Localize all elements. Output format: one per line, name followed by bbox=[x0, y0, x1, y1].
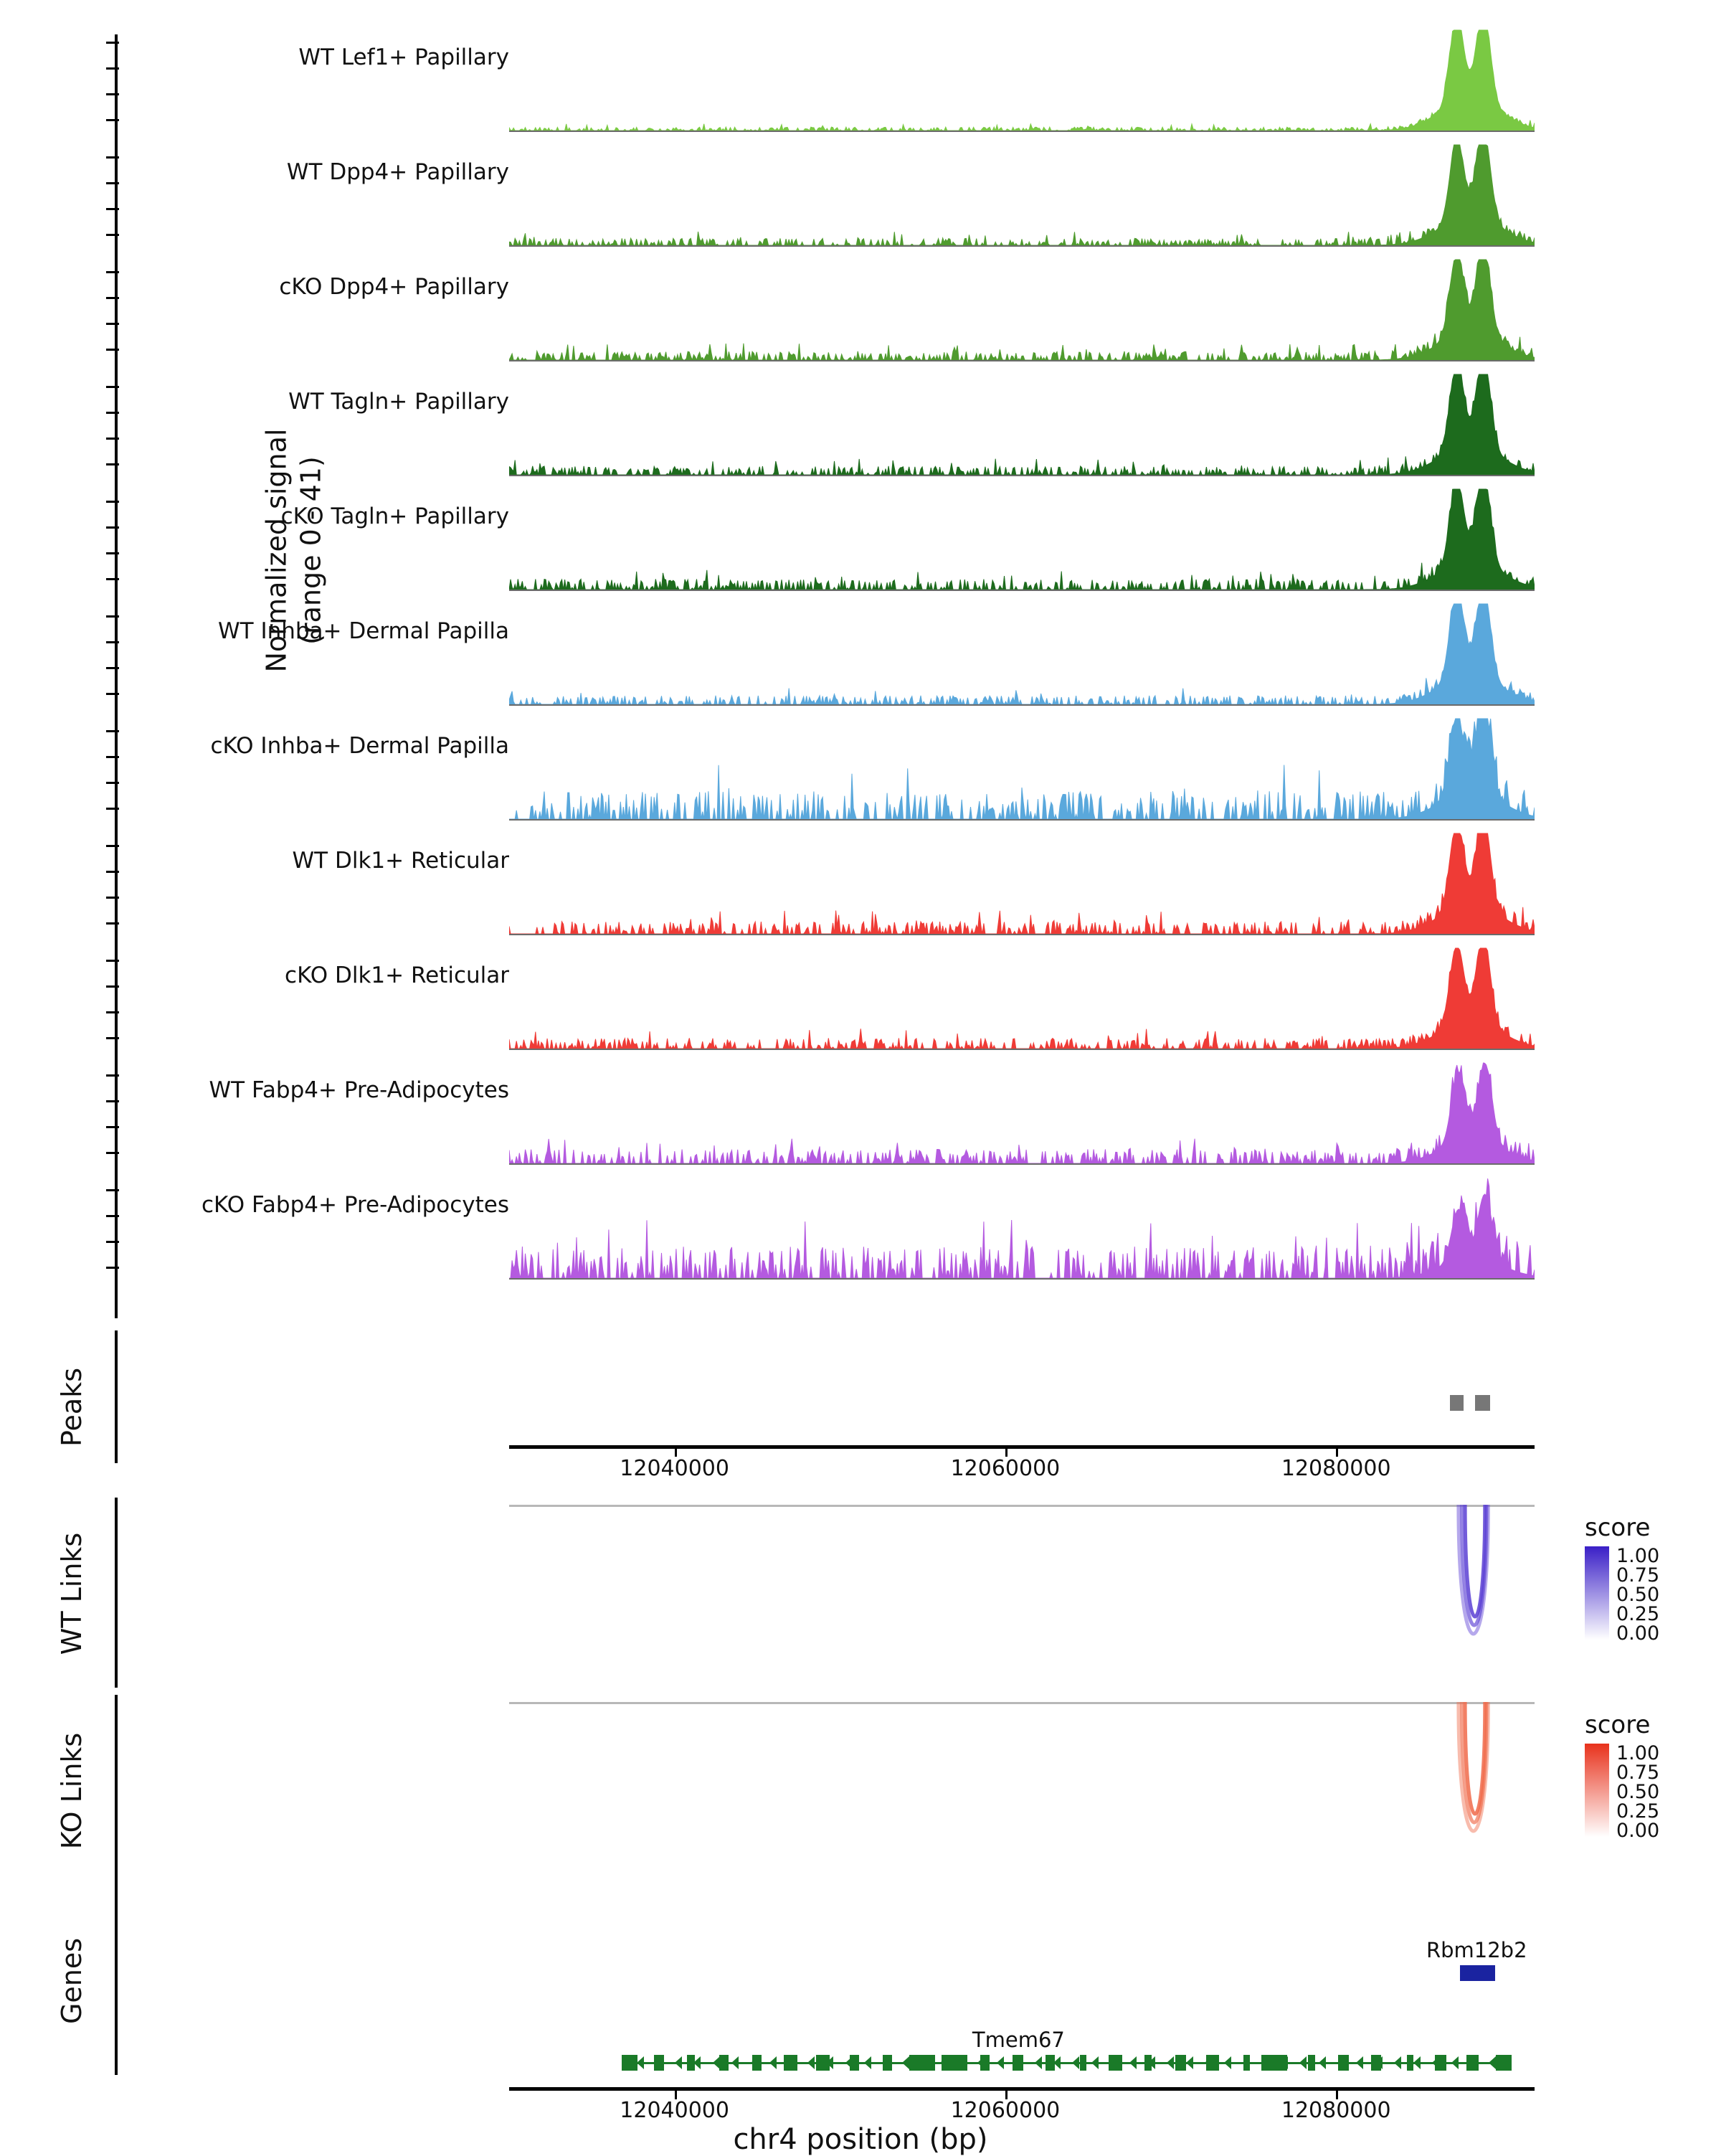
coverage-track-baseline bbox=[509, 1278, 1535, 1280]
coverage-track-label: cKO Dpp4+ Papillary bbox=[279, 274, 509, 300]
strand-arrow-icon bbox=[1299, 2056, 1307, 2069]
genome-axis-tick-label: 12040000 bbox=[620, 2098, 729, 2123]
ko-links-arcs bbox=[509, 1702, 1535, 1881]
strand-arrow-icon bbox=[1091, 2056, 1099, 2069]
coverage-track-baseline bbox=[509, 934, 1535, 935]
coverage-signal bbox=[509, 258, 1535, 373]
strand-arrow-icon bbox=[1035, 2056, 1042, 2069]
gene-exon bbox=[1466, 2055, 1479, 2071]
genes-genome-axis bbox=[509, 2087, 1535, 2091]
coverage-signal bbox=[509, 717, 1535, 832]
coverage-track-baseline bbox=[509, 1049, 1535, 1050]
coverage-axis-tick bbox=[106, 693, 119, 695]
gene-exon bbox=[1407, 2055, 1413, 2071]
peaks-genome-axis bbox=[509, 1445, 1535, 1449]
genome-axis-tick-label: 12060000 bbox=[950, 2098, 1061, 2123]
gene-exon bbox=[1338, 2055, 1349, 2071]
ko-links-legend-ticks bbox=[1616, 1742, 1660, 1842]
strand-arrow-icon bbox=[1129, 2056, 1137, 2069]
coverage-axis-tick bbox=[106, 42, 119, 44]
coverage-axis-tick bbox=[106, 349, 119, 351]
gene-exon bbox=[816, 2055, 829, 2071]
strand-arrow-icon bbox=[769, 2056, 777, 2069]
gene-exon bbox=[1496, 2055, 1512, 2071]
gene-exon bbox=[883, 2055, 892, 2071]
strand-arrow-icon bbox=[997, 2056, 1004, 2069]
coverage-axis-tick bbox=[106, 871, 119, 873]
coverage-track-label: cKO Dlk1+ Reticular bbox=[285, 963, 509, 988]
legend-tick: 0.25 bbox=[1616, 1800, 1660, 1822]
coverage-axis-tick bbox=[106, 412, 119, 414]
coverage-track bbox=[0, 1176, 1721, 1291]
coverage-axis-tick bbox=[106, 93, 119, 95]
coverage-track-label: WT Fabp4+ Pre-Adipocytes bbox=[209, 1077, 509, 1103]
strand-arrow-icon bbox=[1356, 2056, 1363, 2069]
wt-links-legend bbox=[1585, 1513, 1660, 1645]
coverage-track-label: WT Tagln+ Papillary bbox=[288, 389, 509, 415]
coverage-track-baseline bbox=[509, 131, 1535, 132]
legend-tick: 0.00 bbox=[1616, 1622, 1660, 1645]
gene-exon bbox=[980, 2055, 989, 2071]
strand-arrow-icon bbox=[1167, 2056, 1174, 2069]
strand-arrow-icon bbox=[1451, 2056, 1459, 2069]
peak-box bbox=[1475, 1395, 1490, 1411]
coverage-axis-tick bbox=[106, 386, 119, 388]
coverage-axis-tick bbox=[106, 463, 119, 465]
coverage-axis-tick bbox=[106, 438, 119, 440]
y-axis-label-line1: Normalized signal bbox=[260, 428, 293, 673]
wt-links-spine bbox=[115, 1498, 118, 1688]
coverage-axis-tick bbox=[106, 1100, 119, 1102]
genome-axis-tick-label: 12040000 bbox=[620, 1456, 729, 1481]
peaks-spine bbox=[115, 1330, 118, 1463]
gene-exon bbox=[1435, 2055, 1446, 2071]
strand-arrow-icon bbox=[675, 2056, 682, 2069]
coverage-track-baseline bbox=[509, 475, 1535, 476]
coverage-signal bbox=[509, 602, 1535, 717]
legend-tick: 0.50 bbox=[1616, 1584, 1660, 1606]
legend-tick: 0.50 bbox=[1616, 1781, 1660, 1803]
gene-exon bbox=[784, 2055, 797, 2071]
coverage-track bbox=[0, 717, 1721, 832]
gene-exon bbox=[850, 2055, 858, 2071]
coverage-axis-tick bbox=[106, 67, 119, 70]
coverage-track-baseline bbox=[509, 704, 1535, 706]
genome-axis-tick-label: 12060000 bbox=[950, 1456, 1061, 1481]
coverage-track-label: cKO Fabp4+ Pre-Adipocytes bbox=[202, 1192, 509, 1218]
gene-exon bbox=[1109, 2055, 1122, 2071]
coverage-axis-tick bbox=[106, 641, 119, 643]
wt-links-arcs bbox=[509, 1505, 1535, 1684]
ko-links-legend bbox=[1585, 1711, 1660, 1842]
ko-links-legend-title: score bbox=[1585, 1711, 1651, 1739]
coverage-track-label: WT Dpp4+ Papillary bbox=[286, 159, 509, 185]
ko-links-section-label: KO Links bbox=[56, 1732, 87, 1850]
x-axis-title: chr4 position (bp) bbox=[733, 2123, 988, 2156]
coverage-axis-tick bbox=[106, 1011, 119, 1013]
coverage-axis-tick bbox=[106, 615, 119, 618]
gene-exon bbox=[622, 2055, 637, 2071]
strand-arrow-icon bbox=[1072, 2056, 1079, 2069]
coverage-signal bbox=[509, 373, 1535, 488]
coverage-track bbox=[0, 832, 1721, 947]
legend-tick: 0.00 bbox=[1616, 1820, 1660, 1842]
coverage-signal bbox=[509, 29, 1535, 143]
gene-exon bbox=[1371, 2055, 1381, 2071]
coverage-axis-tick bbox=[106, 234, 119, 236]
coverage-axis-tick bbox=[106, 297, 119, 299]
strand-arrow-icon bbox=[1394, 2056, 1401, 2069]
strand-arrow-icon bbox=[1319, 2056, 1326, 2069]
coverage-axis-tick bbox=[106, 1189, 119, 1191]
coverage-track bbox=[0, 373, 1721, 488]
peaks-section-label: Peaks bbox=[56, 1367, 87, 1447]
strand-arrow-icon bbox=[1186, 2056, 1193, 2069]
coverage-track bbox=[0, 947, 1721, 1062]
coverage-axis-tick bbox=[106, 552, 119, 554]
coverage-track-label: cKO Inhba+ Dermal Papilla bbox=[210, 733, 509, 759]
strand-arrow-icon bbox=[731, 2056, 739, 2069]
coverage-axis-tick bbox=[106, 1126, 119, 1128]
strand-arrow-icon bbox=[1224, 2056, 1231, 2069]
coverage-signal bbox=[509, 832, 1535, 947]
coverage-axis-tick bbox=[106, 1152, 119, 1154]
strand-arrow-icon bbox=[902, 2056, 909, 2069]
gene-exon bbox=[687, 2055, 695, 2071]
coverage-track bbox=[0, 258, 1721, 373]
wt-links-legend-title: score bbox=[1585, 1513, 1651, 1542]
coverage-track-baseline bbox=[509, 590, 1535, 591]
ko-links-spine bbox=[115, 1695, 118, 1885]
gene-label: Rbm12b2 bbox=[1426, 1938, 1527, 1962]
gene-exon bbox=[942, 2055, 967, 2071]
coverage-axis-tick bbox=[106, 730, 119, 732]
coverage-axis-tick bbox=[106, 985, 119, 988]
peaks-panel bbox=[0, 1330, 1721, 1481]
coverage-axis-tick bbox=[106, 845, 119, 847]
strand-arrow-icon bbox=[864, 2056, 871, 2069]
gene-exon bbox=[654, 2055, 663, 2071]
coverage-track bbox=[0, 143, 1721, 258]
coverage-signal bbox=[509, 1176, 1535, 1291]
coverage-axis-tick bbox=[106, 1074, 119, 1077]
link-arc bbox=[1465, 1505, 1485, 1617]
coverage-track bbox=[0, 602, 1721, 717]
coverage-axis-tick bbox=[106, 578, 119, 580]
gene-exon bbox=[752, 2055, 762, 2071]
coverage-axis-tick bbox=[106, 271, 119, 273]
wt-links-legend-gradient bbox=[1585, 1546, 1609, 1640]
coverage-track-baseline bbox=[509, 360, 1535, 361]
strand-arrow-icon bbox=[1053, 2056, 1061, 2069]
legend-tick: 0.25 bbox=[1616, 1603, 1660, 1625]
coverage-axis-tick bbox=[106, 501, 119, 503]
coverage-axis-tick bbox=[106, 1267, 119, 1269]
coverage-track-baseline bbox=[509, 1163, 1535, 1165]
coverage-axis-tick bbox=[106, 156, 119, 159]
coverage-track-label: WT Inhba+ Dermal Papilla bbox=[218, 618, 509, 644]
coverage-signal bbox=[509, 947, 1535, 1062]
gene-exon bbox=[1080, 2055, 1086, 2071]
gene-exon bbox=[1479, 1965, 1495, 1981]
gene-exon bbox=[1243, 2055, 1250, 2071]
legend-tick: 1.00 bbox=[1616, 1742, 1660, 1764]
genome-axis-tick-label: 12080000 bbox=[1281, 1456, 1391, 1481]
coverage-axis-tick bbox=[106, 897, 119, 899]
coverage-track bbox=[0, 29, 1721, 143]
legend-tick: 1.00 bbox=[1616, 1545, 1660, 1567]
genes-panel bbox=[0, 1879, 1721, 2156]
gene-exon bbox=[719, 2055, 729, 2071]
y-axis-label-line2: (range 0 - 41) bbox=[295, 456, 326, 645]
coverage-track-baseline bbox=[509, 819, 1535, 821]
gene-exon bbox=[909, 2055, 935, 2071]
coverage-signal bbox=[509, 143, 1535, 258]
legend-tick: 0.75 bbox=[1616, 1564, 1660, 1587]
coverage-axis-tick bbox=[106, 756, 119, 758]
coverage-axis-tick bbox=[106, 119, 119, 121]
coverage-signal bbox=[509, 488, 1535, 602]
legend-tick: 0.75 bbox=[1616, 1762, 1660, 1784]
coverage-track-label: cKO Tagln+ Papillary bbox=[280, 503, 509, 529]
strand-arrow-icon bbox=[637, 2056, 644, 2069]
coverage-axis-tick bbox=[106, 960, 119, 962]
coverage-axis-tick bbox=[106, 667, 119, 669]
coverage-track-baseline bbox=[509, 245, 1535, 247]
gene-label: Tmem67 bbox=[972, 2028, 1065, 2052]
coverage-axis-tick bbox=[106, 782, 119, 784]
coverage-axis-tick bbox=[106, 1037, 119, 1039]
wt-links-legend-ticks bbox=[1616, 1545, 1660, 1645]
coverage-track-label: WT Dlk1+ Reticular bbox=[292, 848, 509, 874]
genes-spine bbox=[115, 1885, 118, 2075]
ko-links-panel bbox=[0, 1689, 1721, 1890]
coverage-axis-tick bbox=[106, 1241, 119, 1243]
genome-axis-tick-label: 12080000 bbox=[1281, 2098, 1391, 2123]
gene-exon bbox=[1013, 2055, 1023, 2071]
wt-links-section-label: WT Links bbox=[56, 1532, 87, 1655]
coverage-signal bbox=[509, 1062, 1535, 1176]
coverage-axis-tick bbox=[106, 1215, 119, 1217]
coverage-axis-tick bbox=[106, 208, 119, 210]
coverage-axis-tick bbox=[106, 323, 119, 325]
coverage-track bbox=[0, 488, 1721, 602]
genes-section-label: Genes bbox=[56, 1937, 87, 2025]
gene-exon bbox=[1144, 2055, 1152, 2071]
coverage-axis-tick bbox=[106, 808, 119, 810]
gene-exon bbox=[1206, 2055, 1219, 2071]
ko-links-legend-gradient bbox=[1585, 1744, 1609, 1837]
strand-arrow-icon bbox=[807, 2056, 815, 2069]
strand-arrow-icon bbox=[1413, 2056, 1421, 2069]
gene-exon bbox=[1175, 2055, 1186, 2071]
link-arc bbox=[1465, 1702, 1485, 1814]
gene-exon bbox=[1046, 2055, 1054, 2071]
coverage-track-label: WT Lef1+ Papillary bbox=[298, 44, 509, 70]
coverage-track bbox=[0, 1062, 1721, 1176]
coverage-axis-tick bbox=[106, 182, 119, 184]
wt-links-panel bbox=[0, 1492, 1721, 1693]
gene-exon bbox=[1308, 2055, 1316, 2071]
peak-box bbox=[1450, 1395, 1463, 1411]
coverage-axis-tick bbox=[106, 526, 119, 529]
coverage-axis-tick bbox=[106, 922, 119, 925]
gene-exon bbox=[1261, 2055, 1287, 2071]
